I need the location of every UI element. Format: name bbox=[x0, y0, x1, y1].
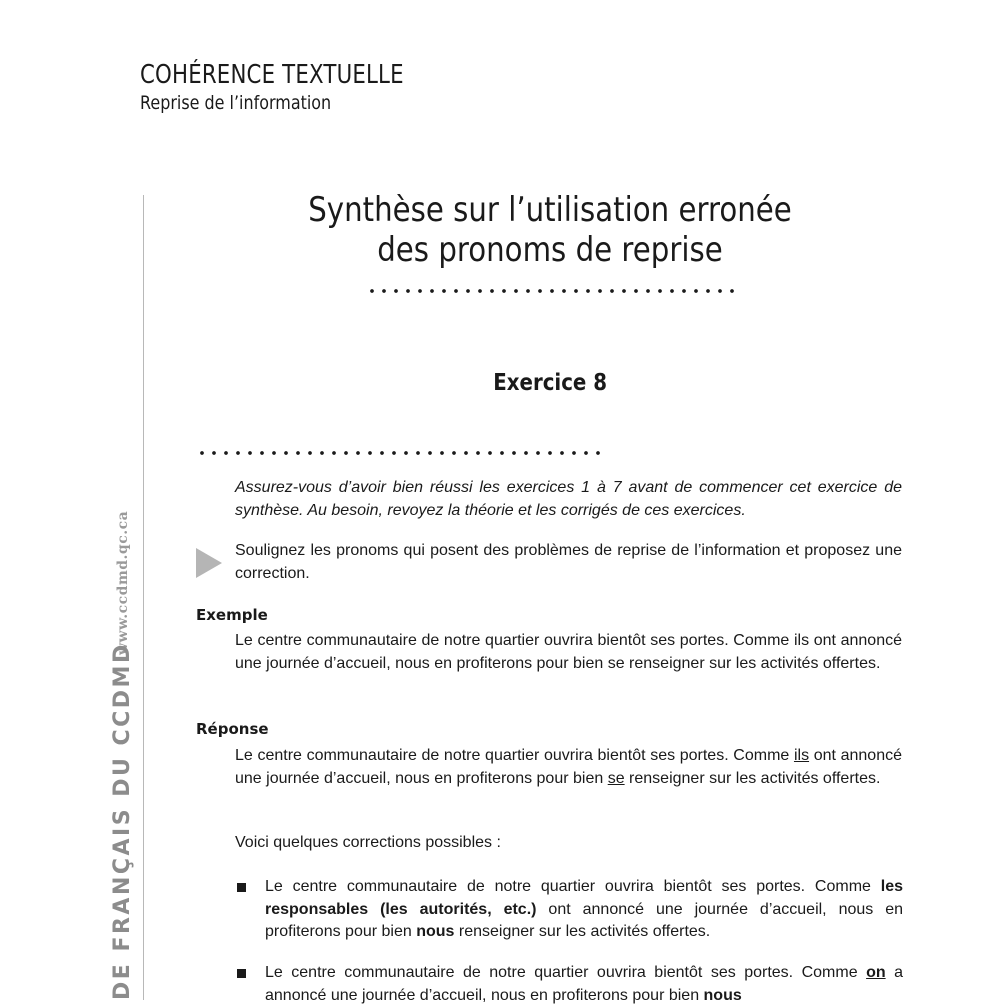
section-title: COHÉRENCE TEXTUELLE bbox=[140, 60, 404, 90]
bullet-square-icon bbox=[237, 883, 246, 892]
bullet1-bold-2: nous bbox=[416, 923, 455, 940]
underlined-pronoun: se bbox=[607, 769, 625, 787]
exercise-dotted-rule bbox=[196, 451, 608, 455]
bullet1-text-3: renseigner sur les activités offertes. bbox=[454, 923, 711, 940]
example-label: Exemple bbox=[196, 606, 268, 624]
intro-paragraph: Assurez-vous d’avoir bien réussi les exercices 1 à 7 avant de commencer cet exercice de synthèse. Au besoin, revoyez la théorie et les corrigés de ces exercices. bbox=[235, 479, 902, 519]
section-subtitle: Reprise de l’information bbox=[140, 92, 332, 114]
answer-text-1: Le centre communautaire de notre quartier ouvrira bientôt ses portes. Comme bbox=[235, 747, 794, 764]
answer-label: Réponse bbox=[196, 720, 269, 738]
answer-text-2: ont annoncé une journée d’accueil, nous en profiterons pour bien bbox=[235, 747, 902, 787]
answer-paragraph bbox=[235, 745, 902, 790]
underlined-pronoun: ils bbox=[793, 747, 810, 764]
correction-bullet-1 bbox=[265, 876, 903, 944]
page-title bbox=[200, 190, 900, 270]
exercise-title bbox=[300, 370, 800, 396]
exercise-title-text: Exercice 8 bbox=[493, 370, 607, 396]
bullet1-text-1: Le centre communautaire de notre quartier ouvrira bientôt ses portes. Comme bbox=[265, 878, 881, 895]
sidebar-url: www.ccdmd.qc.ca bbox=[115, 510, 131, 655]
bullet2-text-1: Le centre communautaire de notre quartier ouvrira bientôt ses portes. Comme bbox=[265, 964, 867, 981]
sidebar-brand: DE FRANÇAIS DU CCDMD bbox=[110, 642, 135, 1000]
bullet1-bold-1: les responsables (les autorités, etc.) bbox=[265, 878, 903, 918]
bullet1-text-2: ont annoncé une journée d’accueil, nous en profiterons pour bien bbox=[265, 900, 903, 940]
page-header bbox=[140, 60, 462, 114]
title-dotted-rule bbox=[366, 289, 736, 293]
example-paragraph: Le centre communautaire de notre quartier ouvrira bientôt ses portes. Comme ils ont annoncé une journée d’accueil, nous en profiterons pour bien se renseigner sur les activités offertes. bbox=[235, 632, 902, 672]
bullet2-bold-2: nous bbox=[703, 986, 742, 1004]
correction-bullet-2 bbox=[265, 962, 903, 1007]
answer-text-3: renseigner sur les activités offertes. bbox=[624, 769, 881, 787]
instruction-paragraph: Soulignez les pronoms qui posent des problèmes de reprise de l’information et proposez une correction. bbox=[235, 542, 902, 582]
bullet2-bold-1: on bbox=[866, 964, 886, 981]
bullet2-text-2: a annoncé une journée d’accueil, nous en profiterons pour bien bbox=[265, 964, 904, 1004]
play-arrow-icon bbox=[196, 548, 222, 578]
bullet-square-icon bbox=[237, 969, 246, 978]
corrections-intro: Voici quelques corrections possibles : bbox=[235, 834, 501, 851]
page-title-line-1: Synthèse sur l’utilisation erronée bbox=[308, 190, 792, 230]
sidebar-divider bbox=[143, 195, 144, 1000]
page-title-line-2: des pronoms de reprise bbox=[377, 230, 723, 270]
